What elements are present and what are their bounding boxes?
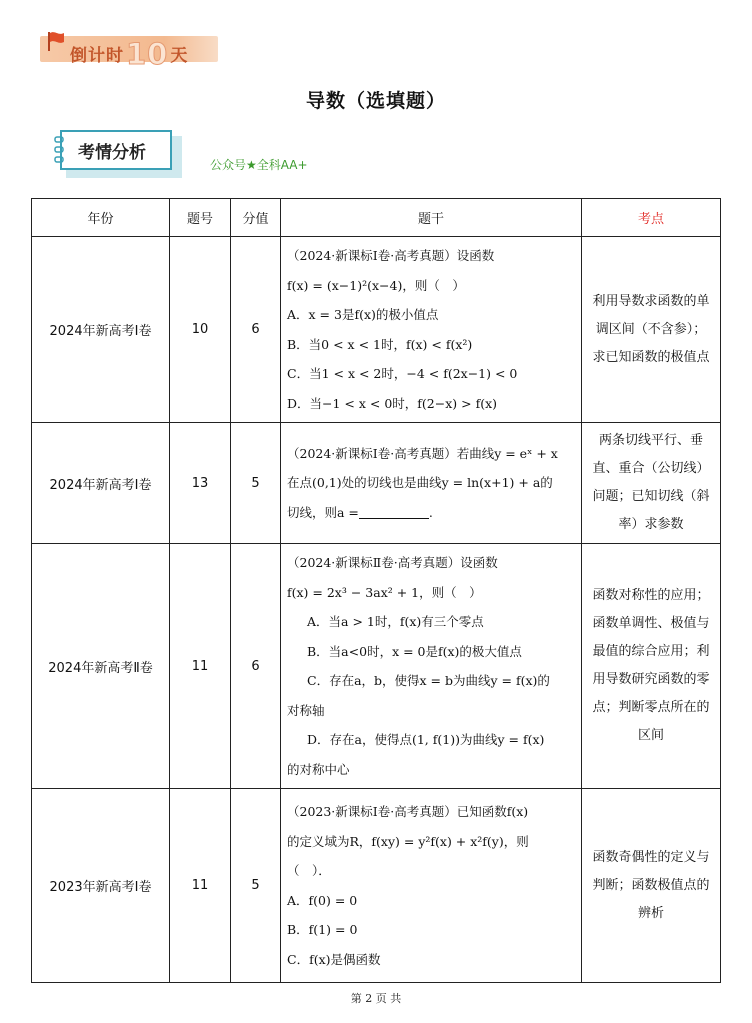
row-score: 6 [231,544,281,789]
binder-rings-icon [54,136,64,164]
answer-blank [359,504,429,519]
stem-line: 在点(0,1)处的切线也是曲线y = ln(x+1) + a的 [287,475,553,491]
row-points: 函数奇偶性的定义与判断；函数极值点的辨析 [582,789,721,983]
stem-line: （2024·新课标Ⅱ卷·高考真题）设函数 [287,555,498,570]
stem-line: （ ）． [287,863,331,878]
table-row [32,237,721,423]
section-tag-label: 考情分析 [78,143,146,163]
banner-prefix: 倒计时 [70,46,124,66]
stem-line: D．存在a，使得点(1, f(1))为曲线y = f(x) [307,732,545,747]
stem-line: 对称轴 [287,702,325,718]
banner-number: 10 [126,37,169,71]
stem-line: C．存在a，b，使得x = b为曲线y = f(x)的 [307,673,550,688]
row-number: 13 [170,423,231,544]
table-row [32,789,721,983]
page-footer: 第 2 页 共 [350,992,402,1005]
flag-icon [46,30,66,52]
stem-line: D．当−1 < x < 0时，f(2−x) > f(x) [287,395,497,411]
row-stem [281,789,582,983]
stem-text: 切线，则a = [287,504,359,520]
header-stem: 题干 [281,199,582,237]
row-points: 函数对称性的应用；函数单调性、极值与最值的综合应用；利用导数研究函数的零点；判断零点所在的区间 [582,544,721,789]
header-number: 题号 [170,199,231,237]
row-number: 11 [170,789,231,983]
row-stem [281,544,582,789]
row-points: 利用导数求函数的单调区间（不含参）；求已知函数的极值点 [582,237,721,423]
stem-line: f(x) = (x−1)²(x−4)，则（ ） [287,277,465,293]
stem-line: 的定义域为R，f(xy) = y²f(x) + x²f(y)，则 [287,833,529,849]
exam-analysis-table [31,198,721,983]
stem-line: （2024·新课标Ⅰ卷·高考真题）若曲线y = eˣ + x [287,445,558,461]
stem-line: A．当a > 1时，f(x)有三个零点 [307,614,484,629]
table-row [32,423,721,544]
stem-line: f(x) = 2x³ − 3ax² + 1，则（ ） [287,584,482,600]
row-score: 5 [231,789,281,983]
stem-line: C．当1 < x < 2时，−4 < f(2x−1) < 0 [287,366,518,381]
section-tag [60,130,182,178]
banner-suffix: 天 [170,46,189,66]
row-year: 2024年新高考Ⅰ卷 [32,423,170,544]
banner-text [70,37,188,71]
table-row [32,544,721,789]
row-number: 11 [170,544,231,789]
header-points: 考点 [582,199,721,237]
stem-line: B．f(1) = 0 [287,922,358,937]
row-score: 6 [231,237,281,423]
stem-line: B．当a<0时，x = 0是f(x)的极大值点 [307,643,522,659]
row-score: 5 [231,423,281,544]
stem-line: A．x = 3是f(x)的极小值点 [287,307,439,322]
stem-line: （2023·新课标Ⅰ卷·高考真题）已知函数f(x) [287,804,529,819]
stem-line: （2024·新课标Ⅰ卷·高考真题）设函数 [287,248,495,263]
row-number: 10 [170,237,231,423]
stem-line: 的对称中心 [287,761,350,777]
table-header-row [32,199,721,237]
stem-line: A．f(0) = 0 [287,892,358,908]
row-year: 2024年新高考Ⅰ卷 [32,237,170,423]
stem-line: C．f(x)是偶函数 [287,951,381,967]
stem-line: B．当0 < x < 1时，f(x) < f(x²) [287,336,473,352]
row-year: 2023年新高考Ⅰ卷 [32,789,170,983]
header-year: 年份 [32,199,170,237]
row-points: 两条切线平行、垂直、重合（公切线）问题；已知切线（斜率）求参数 [582,423,721,544]
page-title: 导数（选填题） [305,90,446,112]
row-stem [281,423,582,544]
countdown-banner [40,28,218,71]
source-label: 公众号★全科AA+ [210,158,308,172]
row-year: 2024年新高考Ⅱ卷 [32,544,170,789]
row-stem [281,237,582,423]
stem-line: 切线，则a = . [287,504,433,520]
header-score: 分值 [231,199,281,237]
